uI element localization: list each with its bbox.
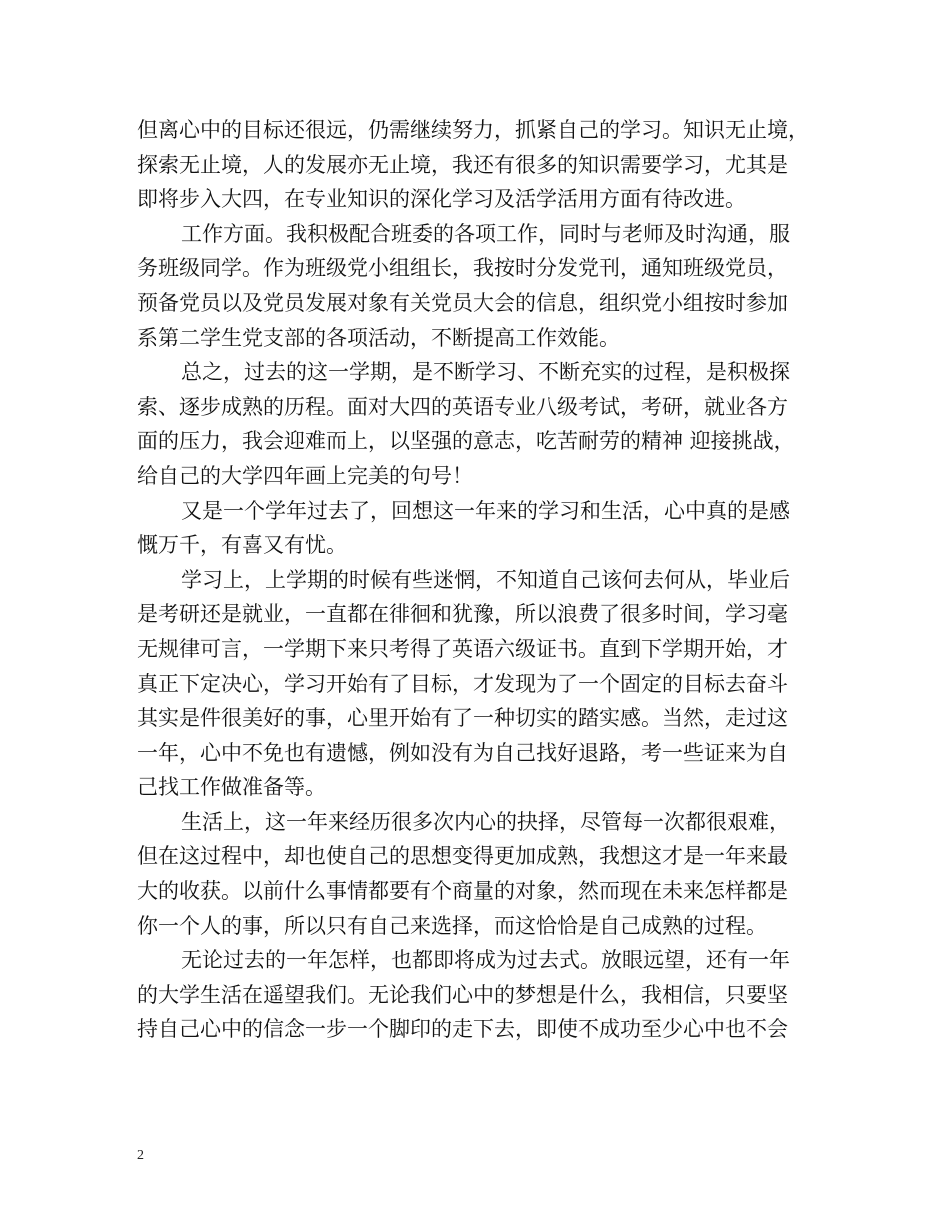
text-line: 慨万千，有喜又有忧。 [137,533,347,558]
document-body [137,113,827,1047]
text-line: 探索无止境，人的发展亦无止境，我还有很多的知识需要学习，尤其是 [137,152,788,177]
text-line: 索、逐步成熟的历程。面对大四的英语专业八级考试，考研，就业各方 [137,394,788,419]
text-line: 你一个人的事，所以只有自己来选择，而这恰恰是自己成熟的过程。 [137,913,767,938]
text-line: 务班级同学。作为班级党小组组长，我按时分发党刊，通知班级党员， [137,256,788,281]
text-line: 总之，过去的这一学期，是不断学习、不断充实的过程，是积极探 [181,360,790,385]
text-line: 但在这过程中，却也使自己的思想变得更加成熟，我想这才是一年来最 [137,844,788,869]
text-line: 预备党员以及党员发展对象有关党员大会的信息，组织党小组按时参加 [137,290,788,315]
text-line: 己找工作做准备等。 [137,775,326,800]
text-line: 的大学生活在遥望我们。无论我们心中的梦想是什么，我相信，只要坚 [137,982,788,1007]
text-line: 大的收获。以前什么事情都要有个商量的对象，然而现在未来怎样都是 [137,879,788,904]
text-line: 生活上，这一年来经历很多次内心的抉择，尽管每一次都很艰难， [181,809,790,834]
text-line: 又是一个学年过去了，回想这一年来的学习和生活，心中真的是感 [181,498,790,523]
text-line: 面的压力，我会迎难而上，以坚强的意志，吃苦耐劳的精神 迎接挑战， [137,429,795,454]
text-line: 系第二学生党支部的各项活动，不断提高工作效能。 [137,325,620,350]
text-line: 真正下定决心，学习开始有了目标，才发现为了一个固定的目标去奋斗 [137,671,788,696]
text-line: 工作方面。我积极配合班委的各项工作，同时与老师及时沟通，服 [181,221,790,246]
text-line: 但离心中的目标还很远，仍需继续努力，抓紧自己的学习。知识无止境， [137,118,809,142]
text-line: 学习上，上学期的时候有些迷惘，不知道自己该何去何从，毕业后 [181,567,790,592]
text-line: 给自己的大学四年画上完美的句号！ [137,463,473,488]
text-line: 持自己心中的信念一步一个脚印的走下去，即使不成功至少心中也不会 [137,1017,788,1042]
text-line: 即将步入大四，在专业知识的深化学习及活学活用方面有待改进。 [137,187,746,212]
text-line: 无论过去的一年怎样，也都即将成为过去式。放眼远望，还有一年 [181,948,790,973]
page-number: 2 [137,1148,144,1163]
text-line: 其实是件很美好的事，心里开始有了一种切实的踏实感。当然，走过这 [137,706,788,731]
text-line: 是考研还是就业，一直都在徘徊和犹豫，所以浪费了很多时间，学习毫 [137,602,788,627]
text-line: 一年，心中不免也有遗憾，例如没有为自己找好退路，考一些证来为自 [137,740,788,765]
text-line: 无规律可言，一学期下来只考得了英语六级证书。直到下学期开始，才 [137,636,788,661]
